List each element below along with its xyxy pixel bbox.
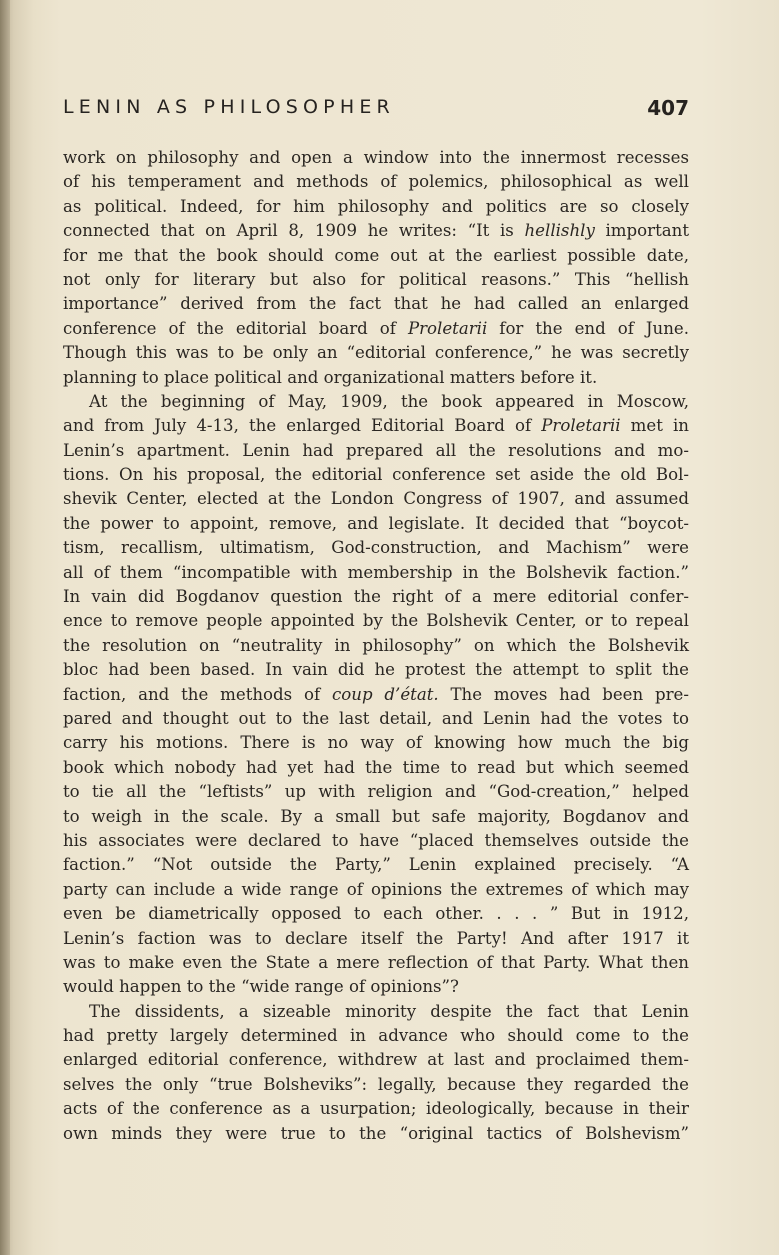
text-line: all of them “incompatible with membership in the Bolshevik faction.” [63,562,689,582]
text-span: faction, and the methods of [63,684,332,704]
text-line: the power to appoint, remove, and legislate. It decided that “boycot- [63,513,689,533]
text-span: and from July 4-13, the enlarged Editorial Board of [63,416,542,436]
text-line: for me that the book should come out at the earliest possible date, [63,245,689,265]
text-line: In vain did Bogdanov question the right of a mere editorial confer- [63,587,689,607]
italic-phrase: coup d’état. [332,684,439,704]
text-line [63,683,689,707]
text-line [63,414,689,438]
text-line: Lenin’s faction was to declare itself the Party! And after 1917 it [63,928,689,948]
text-line: tions. On his proposal, the editorial conference set aside the old Bol- [63,465,689,485]
page-spine-shadow [0,0,10,1255]
text-line: book which nobody had yet had the time to read but which seemed [63,757,689,777]
text-line: enlarged editorial conference, withdrew at last and proclaimed them- [63,1050,689,1070]
text-line: even be diametrically opposed to each other. . . . ” But in 1912, [63,904,689,924]
text-line: planning to place political and organizational matters before it. [63,367,598,387]
text-line: Lenin’s apartment. Lenin had prepared all the resolutions and mo- [63,440,689,460]
text-line: was to make even the State a mere reflection of that Party. What then [63,952,689,972]
text-span: The moves had been pre- [438,684,689,704]
text-line: tism, recallism, ultimatism, God-construction, and Machism” were [63,538,689,558]
text-line: ence to remove people appointed by the Bolshevik Center, or to repeal [63,611,689,631]
text-line: Though this was to be only an “editorial conference,” he was secretly [63,343,689,363]
italic-emphasis: hellishly [524,221,595,241]
text-span: met in [620,416,689,436]
text-line: importance” derived from the fact that he had called an enlarged [63,294,689,314]
text-line: acts of the conference as a usurpation; ideologically, because in their [63,1099,689,1119]
text-line: to weigh in the scale. By a small but safe majority, Bogdanov and [63,806,689,826]
page-number: 407 [647,96,689,120]
body-text [63,146,689,1146]
text-line [63,219,689,243]
text-line: The dissidents, a sizeable minority despite the fact that Lenin [89,1001,689,1021]
text-line: as political. Indeed, for him philosophy and politics are so closely [63,196,689,216]
text-span: conference of the editorial board of [63,318,408,338]
text-line: At the beginning of May, 1909, the book appeared in Moscow, [89,391,689,411]
text-line: work on philosophy and open a window into the innermost recesses [63,148,689,167]
italic-title: Proletarii [407,318,488,338]
text-span: connected that on April 8, 1909 he writes: “It is [63,221,525,241]
text-line: the resolution on “neutrality in philosophy” on which the Bolshevik [63,635,689,655]
text-line: would happen to the “wide range of opinions”? [63,977,459,997]
text-line: pared and thought out to the last detail, and Lenin had the votes to [63,708,689,728]
text-line: party can include a wide range of opinions the extremes of which may [63,879,689,899]
text-line: shevik Center, elected at the London Congress of 1907, and assumed [63,489,689,509]
text-line: own minds they were true to the “original tactics of Bolshevism” [63,1123,689,1143]
page-header [63,96,689,126]
running-head: LENIN AS PHILOSOPHER [63,96,395,118]
text-span: important [594,221,690,241]
text-line: his associates were declared to have “placed themselves outside the [63,830,689,850]
text-line: of his temperament and methods of polemics, philosophical as well [63,172,689,192]
text-line: to tie all the “leftists” up with religion and “God-creation,” helped [63,782,689,802]
text-line: carry his motions. There is no way of knowing how much the big [63,733,689,753]
text-line: not only for literary but also for political reasons.” This “hellish [63,269,689,289]
italic-title: Proletarii [541,416,621,436]
text-line: faction.” “Not outside the Party,” Lenin explained precisely. “A [63,855,689,875]
text-line: selves the only “true Bolsheviks”: legally, because they regarded the [63,1074,689,1094]
text-line: bloc had been based. In vain did he protest the attempt to split the [63,660,689,680]
text-line [63,317,689,341]
text-span: for the end of June. [487,318,689,338]
text-line: had pretty largely determined in advance who should come to the [63,1026,689,1046]
